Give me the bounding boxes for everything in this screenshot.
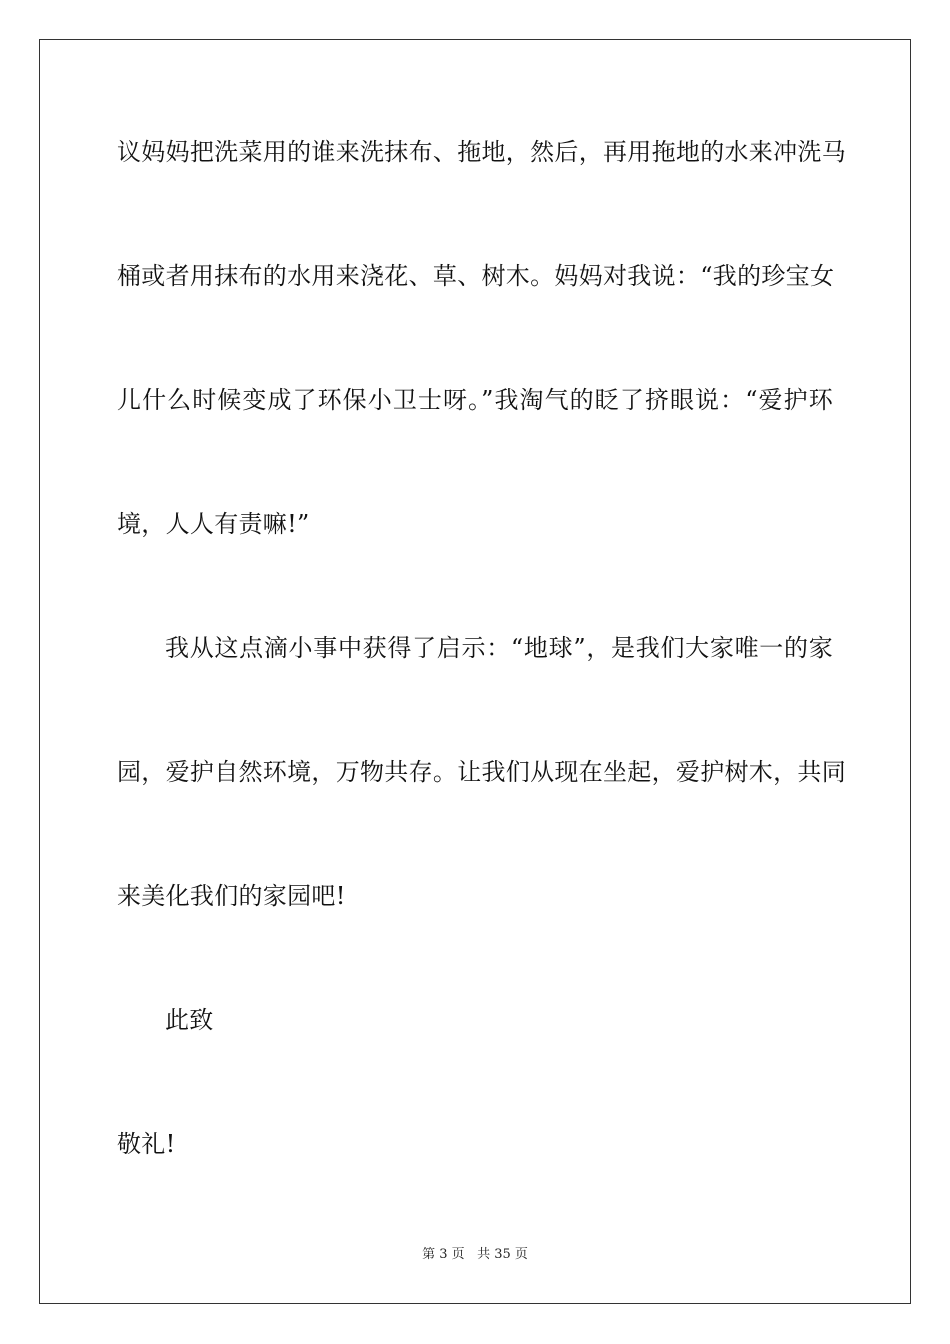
text-line: 境，人人有责嘛!”	[117, 510, 310, 538]
text-line: 儿什么时候变成了环保小卫士呀。”我淘气的眨了挤眼说：“爱护环	[117, 386, 833, 414]
text-line: 来美化我们的家园吧!	[117, 882, 346, 910]
text-line: 园，爱护自然环境，万物共存。让我们从现在坐起，爱护树木，共同	[117, 758, 846, 786]
closing-regards: 敬礼!	[117, 1130, 176, 1158]
text-line: 桶或者用抹布的水用来浇花、草、树木。妈妈对我说：“我的珍宝女	[117, 262, 835, 290]
page-number: 第 3 页	[422, 1247, 465, 1262]
text-line: 议妈妈把洗菜用的谁来洗抹布、拖地，然后，再用拖地的水来冲洗马	[117, 138, 846, 166]
page-border	[39, 39, 911, 1304]
total-pages: 共 35 页	[477, 1247, 528, 1262]
page-footer	[0, 1246, 950, 1264]
closing-salutation: 此致	[165, 1006, 214, 1034]
paragraph-first-line: 我从这点滴小事中获得了启示：“地球”，是我们大家唯一的家	[165, 634, 833, 662]
